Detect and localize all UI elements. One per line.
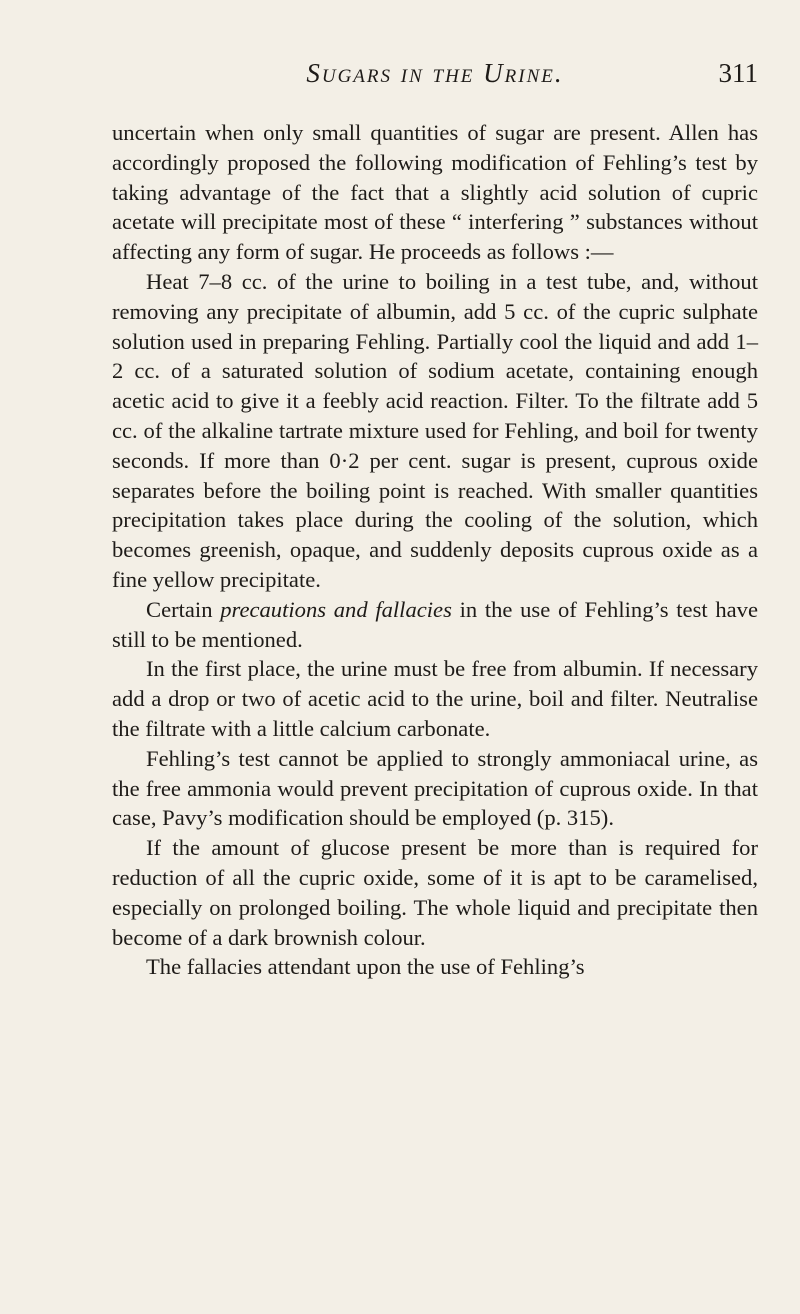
running-head (112, 54, 758, 94)
paragraph-albumin: In the first place, the urine must be free from albumin. If necessary add a drop or two of acetic acid to the urine, boil and filter. Neutralise the filtrate with a little calcium carbonate. (112, 656, 758, 741)
page-number: 311 (718, 58, 758, 88)
paragraph-ammoniacal-urine: Fehling’s test cannot be applied to strongly ammoniacal urine, as the free ammonia would prevent precipitation of cuprous oxide. In that case, Pavy’s modification should be employed (p. 315). (112, 745, 758, 831)
body-text (112, 118, 758, 982)
precautions-tail: in the use of Fehling’s test have still to be mentioned. (112, 596, 758, 652)
paragraph-allen-procedure: Heat 7–8 cc. of the urine to boiling in a test tube, and, without removing any precipitate of albumin, add 5 cc. of the cupric sulphate solution used in preparing Fehling. Partially cool the liquid and add 1–2 cc. of a saturated solution of sodium acetate, containing enough acetic acid to give it a feebly acid reaction. Filter. To the filtrate add 5 cc. of the alkaline tartrate mixture used for Fehling, and boil for twenty seconds. If more than 0·2 per cent. sugar is present, cuprous oxide separates before the boiling point is reached. With smaller quantities precipitation takes place during the cooling of the solution, which becomes greenish, opaque, and suddenly deposits cuprous oxide as a fine yellow precipitate. (112, 268, 758, 592)
running-title: Sugars in the Urine. (306, 58, 564, 88)
precautions-emphasis: precautions and fallacies (220, 596, 452, 622)
paragraph-continuation: uncertain when only small quantities of sugar are present. Allen has accordingly proposed the following modification of Fehling’s test by taking advantage of the fact that a slightly acid solution of cupric acetate will precipitate most of these “ interfering ” substances without affecting any form of sugar. He proceeds as follows :— (112, 120, 758, 265)
paragraph-fallacies: The fallacies attendant upon the use of Fehling’s (146, 954, 585, 980)
precautions-lead: Certain (146, 596, 221, 622)
paragraph-precautions (112, 595, 758, 655)
paragraph-glucose-excess: If the amount of glucose present be more than is required for reduction of all the cupric oxide, some of it is apt to be caramelised, especially on prolonged boiling. The whole liquid and precipitate then become of a dark brownish colour. (112, 835, 758, 950)
